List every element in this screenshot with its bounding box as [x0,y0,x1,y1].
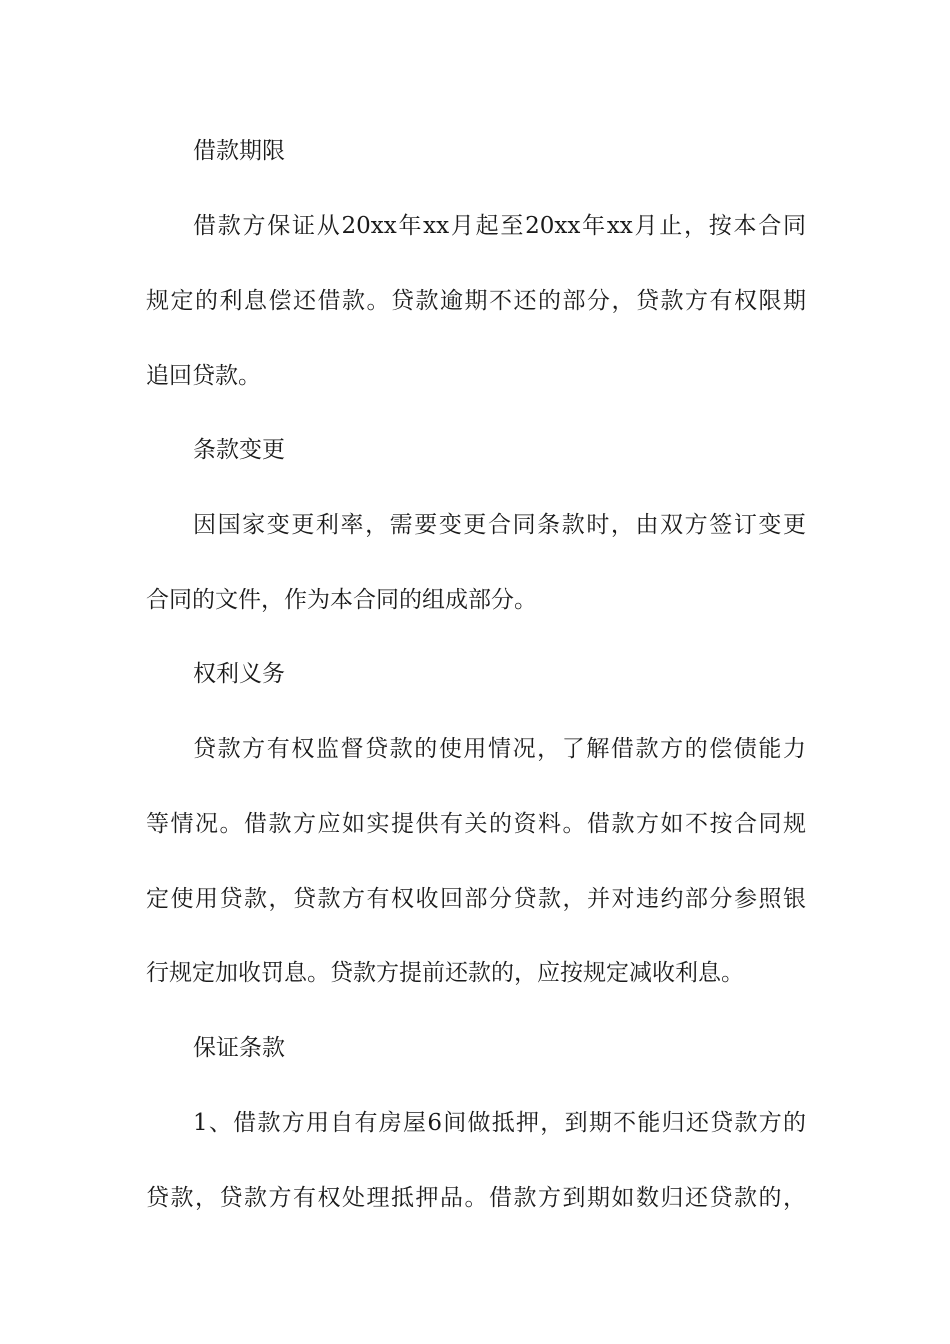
paragraph-line: 行规定加收罚息。贷款方提前还款的，应按规定减收利息。 [146,960,744,986]
paragraph-line: 1、借款方用自有房屋6间做抵押，到期不能归还贷款方的 [193,1110,806,1136]
paragraph-line: 贷款方有权监督贷款的使用情况，了解借款方的偿债能力 [193,736,806,762]
section-heading-clause-change: 条款变更 [193,437,285,463]
section-heading-guarantee: 保证条款 [193,1035,285,1061]
paragraph-line: 因国家变更利率，需要变更合同条款时，由双方签订变更 [193,512,806,538]
paragraph-line: 借款方保证从20xx年xx月起至20xx年xx月止，按本合同 [193,213,806,239]
paragraph-line: 等情况。借款方应如实提供有关的资料。借款方如不按合同规 [146,811,806,837]
paragraph-line: 规定的利息偿还借款。贷款逾期不还的部分，贷款方有权限期 [146,288,806,314]
paragraph-line: 追回贷款。 [146,363,261,389]
paragraph-line: 合同的文件，作为本合同的组成部分。 [146,587,537,613]
section-heading-loan-term: 借款期限 [193,138,285,164]
paragraph-line: 定使用贷款，贷款方有权收回部分贷款，并对违约部分参照银 [146,886,806,912]
paragraph-line: 贷款，贷款方有权处理抵押品。借款方到期如数归还贷款的， [146,1185,806,1211]
section-heading-rights-obligations: 权利义务 [193,661,285,687]
